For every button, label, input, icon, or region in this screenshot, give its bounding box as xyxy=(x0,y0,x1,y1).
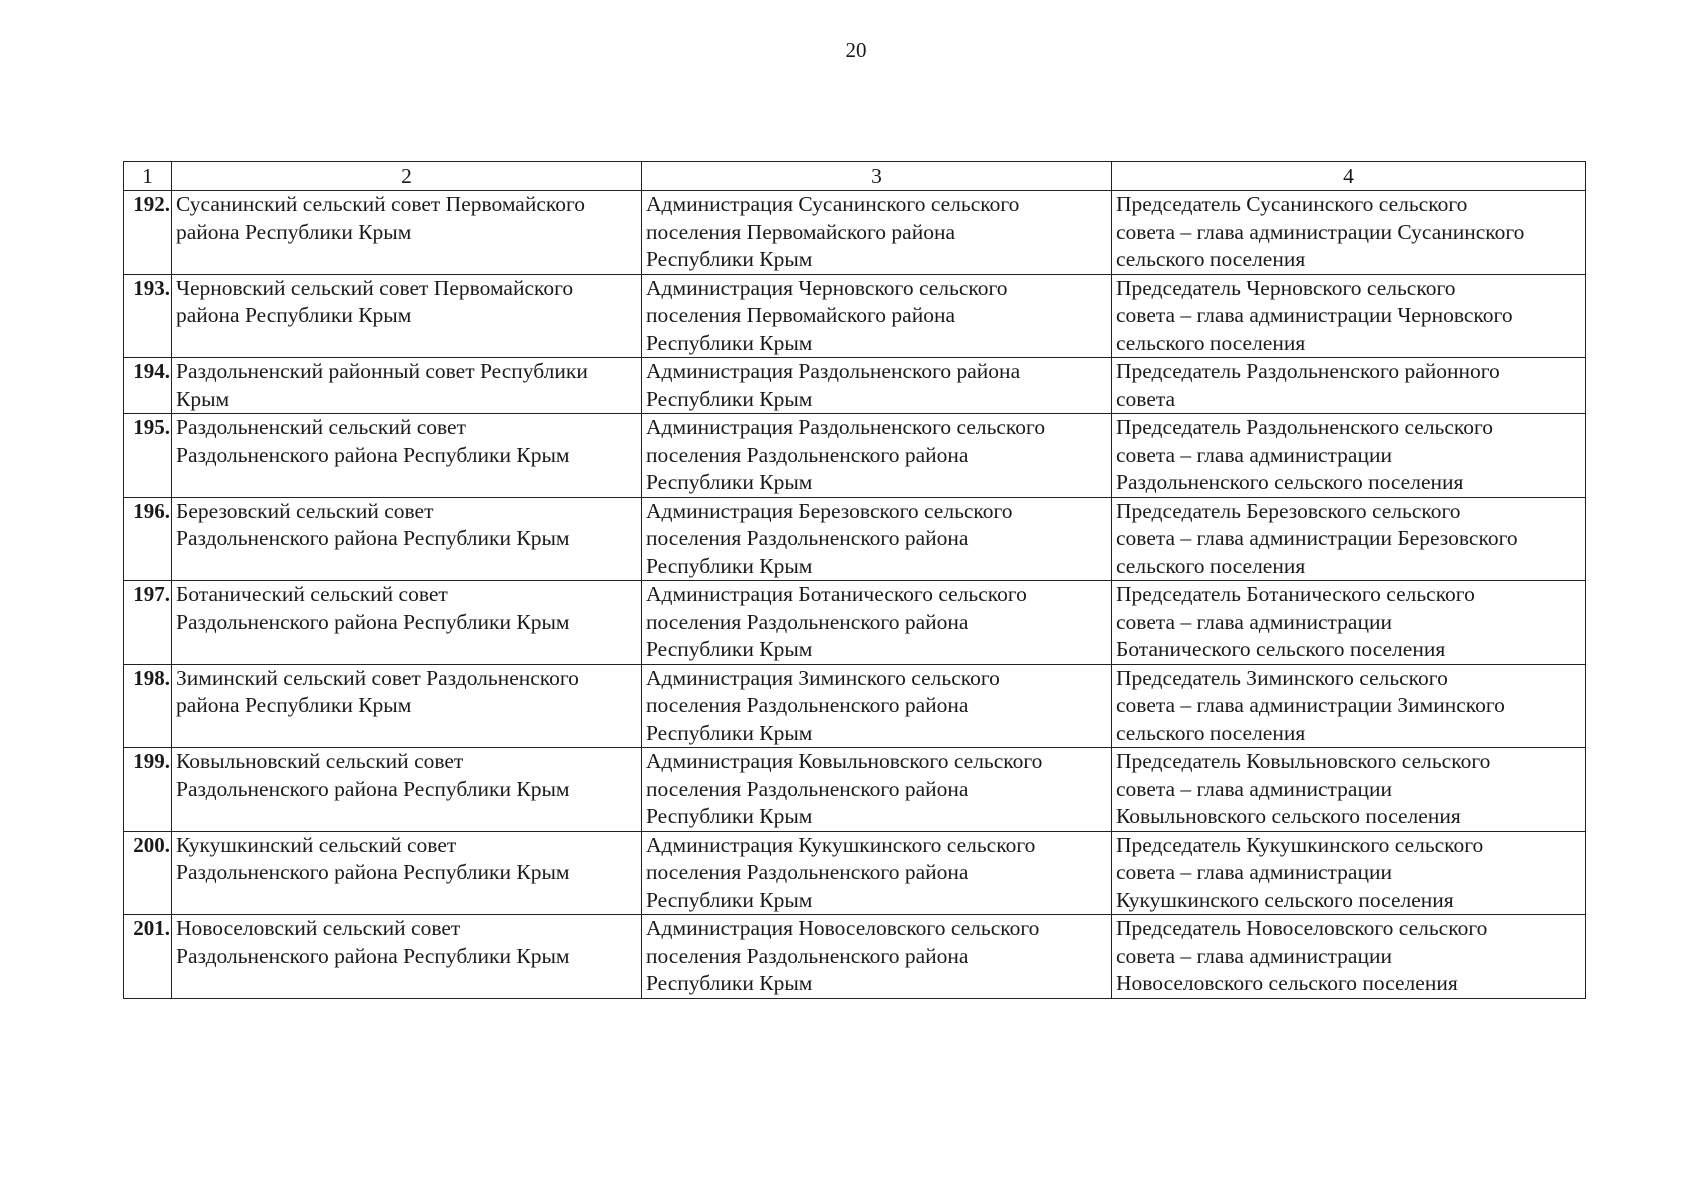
council-name: Раздольненский районный совет Республики Крым xyxy=(172,358,642,414)
row-number: 200. xyxy=(124,831,172,915)
table-row xyxy=(124,831,1586,915)
council-name: Черновский сельский совет Первомайского района Республики Крым xyxy=(172,274,642,358)
column-header-2: 2 xyxy=(172,162,642,191)
administration-name: Администрация Ковыльновского сельского поселения Раздольненского района Республики Крым xyxy=(642,748,1112,832)
table-row xyxy=(124,414,1586,498)
column-header-1: 1 xyxy=(124,162,172,191)
chairman-title: Председатель Новоселовского сельского совета – глава администрации Новоселовского сельского поселения xyxy=(1112,915,1586,999)
row-number: 199. xyxy=(124,748,172,832)
administration-name: Администрация Новоселовского сельского поселения Раздольненского района Республики Крым xyxy=(642,915,1112,999)
column-header-4: 4 xyxy=(1112,162,1586,191)
table-row xyxy=(124,664,1586,748)
chairman-title: Председатель Раздольненского районного совета xyxy=(1112,358,1586,414)
row-number: 192. xyxy=(124,191,172,275)
chairman-title: Председатель Зиминского сельского совета – глава администрации Зиминского сельского поселения xyxy=(1112,664,1586,748)
chairman-title: Председатель Ботанического сельского совета – глава администрации Ботанического сельского поселения xyxy=(1112,581,1586,665)
administration-name: Администрация Раздольненского района Республики Крым xyxy=(642,358,1112,414)
table-header-row xyxy=(124,162,1586,191)
table-row xyxy=(124,191,1586,275)
row-number: 195. xyxy=(124,414,172,498)
administration-name: Администрация Кукушкинского сельского поселения Раздольненского района Республики Крым xyxy=(642,831,1112,915)
administration-name: Администрация Раздольненского сельского поселения Раздольненского района Республики Крым xyxy=(642,414,1112,498)
row-number: 193. xyxy=(124,274,172,358)
column-header-3: 3 xyxy=(642,162,1112,191)
council-name: Раздольненский сельский совет Раздольненского района Республики Крым xyxy=(172,414,642,498)
chairman-title: Председатель Кукушкинского сельского совета – глава администрации Кукушкинского сельского поселения xyxy=(1112,831,1586,915)
council-name: Новоселовский сельский совет Раздольненского района Республики Крым xyxy=(172,915,642,999)
row-number: 196. xyxy=(124,497,172,581)
row-number: 201. xyxy=(124,915,172,999)
table-row xyxy=(124,274,1586,358)
councils-table xyxy=(123,161,1586,999)
chairman-title: Председатель Березовского сельского совета – глава администрации Березовского сельского поселения xyxy=(1112,497,1586,581)
administration-name: Администрация Черновского сельского поселения Первомайского района Республики Крым xyxy=(642,274,1112,358)
table-row xyxy=(124,497,1586,581)
council-name: Сусанинский сельский совет Первомайского района Республики Крым xyxy=(172,191,642,275)
row-number: 198. xyxy=(124,664,172,748)
council-name: Кукушкинский сельский совет Раздольненского района Республики Крым xyxy=(172,831,642,915)
chairman-title: Председатель Сусанинского сельского совета – глава администрации Сусанинского сельского поселения xyxy=(1112,191,1586,275)
table-row xyxy=(124,915,1586,999)
council-name: Ковыльновский сельский совет Раздольненского района Республики Крым xyxy=(172,748,642,832)
chairman-title: Председатель Черновского сельского совета – глава администрации Черновского сельского поселения xyxy=(1112,274,1586,358)
administration-name: Администрация Ботанического сельского поселения Раздольненского района Республики Крым xyxy=(642,581,1112,665)
table-body xyxy=(124,191,1586,999)
administration-name: Администрация Сусанинского сельского поселения Первомайского района Республики Крым xyxy=(642,191,1112,275)
table-row xyxy=(124,748,1586,832)
administration-name: Администрация Березовского сельского поселения Раздольненского района Республики Крым xyxy=(642,497,1112,581)
chairman-title: Председатель Ковыльновского сельского совета – глава администрации Ковыльновского сельского поселения xyxy=(1112,748,1586,832)
row-number: 197. xyxy=(124,581,172,665)
table-row xyxy=(124,581,1586,665)
administration-name: Администрация Зиминского сельского поселения Раздольненского района Республики Крым xyxy=(642,664,1112,748)
page-number: 20 xyxy=(845,38,867,62)
chairman-title: Председатель Раздольненского сельского совета – глава администрации Раздольненского сельского поселения xyxy=(1112,414,1586,498)
row-number: 194. xyxy=(124,358,172,414)
table-row xyxy=(124,358,1586,414)
council-name: Ботанический сельский совет Раздольненского района Республики Крым xyxy=(172,581,642,665)
council-name: Березовский сельский совет Раздольненского района Республики Крым xyxy=(172,497,642,581)
council-name: Зиминский сельский совет Раздольненского района Республики Крым xyxy=(172,664,642,748)
